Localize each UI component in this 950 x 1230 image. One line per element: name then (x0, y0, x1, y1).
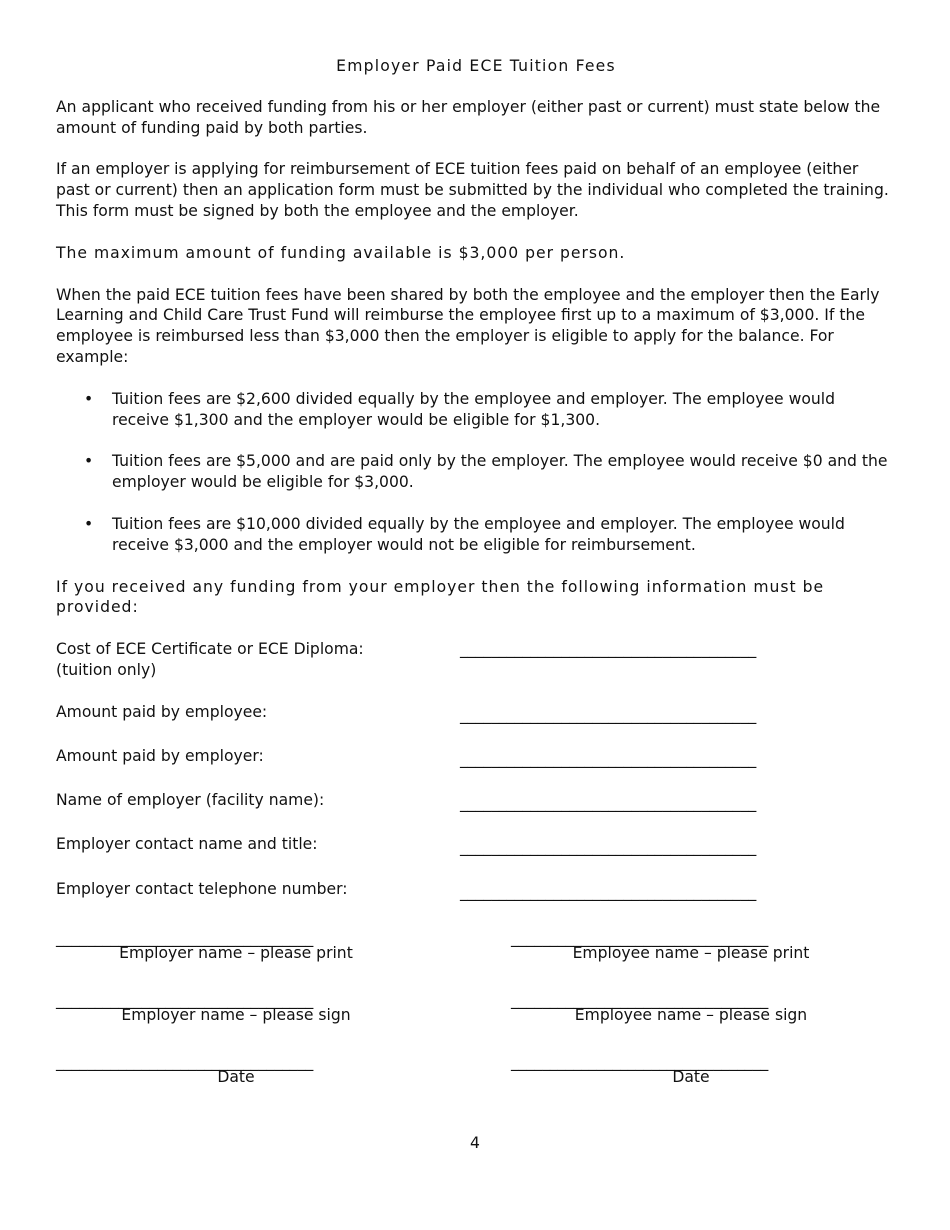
signature-label: Employer name – please sign (121, 1005, 351, 1024)
ece-cost-input-line[interactable]: ______________________________________ (460, 640, 757, 659)
signature-field (511, 928, 871, 990)
paid-by-employee-input-line[interactable]: ______________________________________ (460, 705, 757, 724)
list-item (84, 451, 896, 493)
signature-label: Date (672, 1067, 710, 1086)
page-number: 4 (470, 1134, 480, 1152)
employer-telephone-input-line[interactable]: ______________________________________ (460, 882, 757, 901)
signature-label: Employer name – please print (119, 943, 353, 962)
employee-signature-column (511, 928, 871, 1114)
list-item-text: Tuition fees are $5,000 and are paid only by the employer. The employee would receive $0 and the employer would be eligible for $3,000. (112, 452, 888, 492)
list-item-text: Tuition fees are $10,000 divided equally by the employee and employer. The employee would receive $3,000 and the employer would not be eligible for reimbursement. (112, 514, 845, 554)
form-label-text: Employer contact telephone number: (56, 879, 348, 898)
form-label-text: Amount paid by employee: (56, 702, 268, 721)
list-item (84, 514, 896, 556)
employer-signature-column (56, 928, 416, 1114)
page-title: Employer Paid ECE Tuition Fees (336, 57, 616, 75)
bullet-icon: • (84, 514, 94, 533)
form-label-text: Amount paid by employer: (56, 746, 264, 765)
employee-date-line[interactable]: _________________________________ (511, 1053, 769, 1071)
form-row-employer-contact (56, 834, 896, 858)
list-item (84, 389, 896, 431)
paragraph-information-required: If you received any funding from your employer then the following information must be provided: (56, 577, 825, 617)
paragraph-shared-fees: When the paid ECE tuition fees have been shared by both the employee and the employer then the Early Learning and Child Care Trust Fund will reimburse the employee first up to a maximum of $3,000. If the employee is reimbursed less than $3,000 then the employer is eligible to apply for the balance. For example: (56, 285, 880, 366)
form-label-text: Cost of ECE Certificate or ECE Diploma: (56, 640, 364, 659)
list-item-text: Tuition fees are $2,600 divided equally by the employee and employer. The employee would receive $1,300 and the employer would be eligible for $1,300. (112, 389, 835, 429)
form-label-text: Employer contact name and title: (56, 835, 318, 854)
signature-field (511, 990, 871, 1052)
employee-sign-name-line[interactable]: _________________________________ (511, 991, 769, 1009)
employer-contact-input-line[interactable]: ______________________________________ (460, 838, 757, 857)
signature-field (56, 1052, 416, 1114)
document-body (56, 56, 896, 903)
bullet-icon: • (84, 452, 94, 471)
bullet-icon: • (84, 389, 94, 408)
paragraph-applicant-funding: An applicant who received funding from his or her employer (either past or current) must state below the amount of funding paid by both parties. (56, 97, 881, 137)
funding-form (56, 639, 896, 903)
employer-name-input-line[interactable]: ______________________________________ (460, 794, 757, 813)
paragraph-maximum-funding: The maximum amount of funding available is $3,000 per person. (56, 243, 626, 262)
employer-sign-name-line[interactable]: _________________________________ (56, 991, 314, 1009)
employee-print-name-line[interactable]: _________________________________ (511, 929, 769, 947)
form-sublabel-text: (tuition only) (56, 660, 157, 679)
employer-date-line[interactable]: _________________________________ (56, 1053, 314, 1071)
signature-label: Employee name – please print (572, 943, 810, 962)
signature-field (56, 990, 416, 1052)
example-list (56, 389, 896, 556)
paid-by-employer-input-line[interactable]: ______________________________________ (460, 749, 757, 768)
form-row-employer-name (56, 790, 896, 814)
signature-label: Employee name – please sign (574, 1005, 808, 1024)
signature-field (56, 928, 416, 990)
form-row-employer-telephone (56, 879, 896, 903)
paragraph-employer-reimbursement: If an employer is applying for reimbursement of ECE tuition fees paid on behalf of an employee (either past or current) then an application form must be submitted by the individual who completed the training. This form must be signed by both the employee and the employer. (56, 160, 889, 220)
employer-print-name-line[interactable]: _________________________________ (56, 929, 314, 947)
form-row-paid-by-employee (56, 702, 896, 726)
form-label-text: Name of employer (facility name): (56, 791, 325, 810)
form-label (56, 639, 460, 681)
form-row-paid-by-employer (56, 746, 896, 770)
signature-label: Date (217, 1067, 255, 1086)
form-row-ece-cost (56, 639, 896, 681)
signature-field (511, 1052, 871, 1114)
